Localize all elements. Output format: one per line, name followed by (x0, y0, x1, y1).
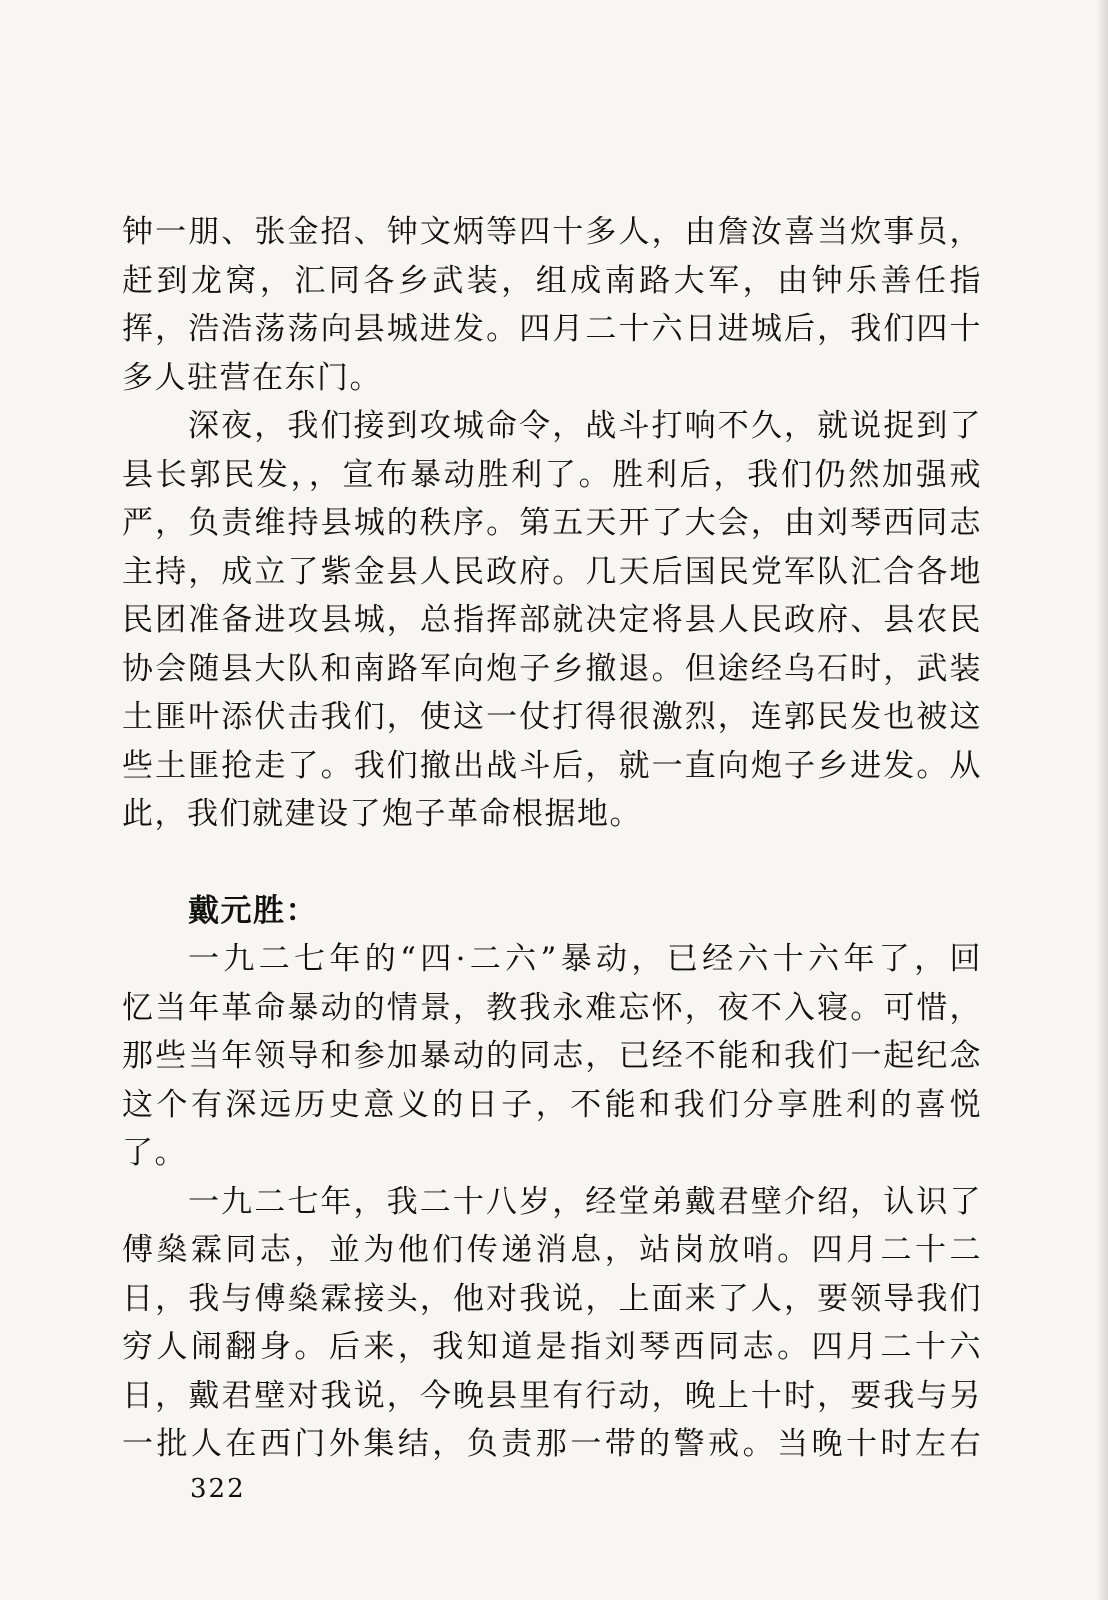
text-line: 忆当年革命暴动的情景，教我永难忘怀，夜不入寝。可惜， (122, 989, 982, 1026)
text-line: 这个有深远历史意义的日子，不能和我们分享胜利的喜悦 (122, 1086, 982, 1123)
text-line: 一九二七年的“四·二六”暴动，已经六十六年了，回 (188, 941, 982, 977)
text-line: 穷人闹翻身。后来，我知道是指刘琴西同志。四月二十六 (122, 1329, 982, 1365)
text-line: 县长郭民发，，宣布暴动胜利了。胜利后，我们仍然加强戒 (122, 456, 982, 493)
text-line: 了。 (122, 1135, 187, 1171)
text-line: 一批人在西门外集结，负责那一带的警戒。当晚十时左右 (122, 1426, 982, 1462)
page-edge-shadow (1096, 0, 1108, 1600)
text-line: 傅燊霖同志，並为他们传递消息，站岗放哨。四月二十二 (122, 1232, 982, 1268)
text-line: 日，我与傅燊霖接头，他对我说，上面来了人，要领导我们 (122, 1280, 982, 1317)
text-line: 赶到龙窝，汇同各乡武装，组成南路大军，由钟乐善任指 (122, 262, 982, 299)
section-gap (122, 839, 982, 887)
text-line: 钟一朋、张金招、钟文炳等四十多人，由詹汝喜当炊事员， (122, 214, 982, 250)
text-line: 民团准备进攻县城，总指挥部就决定将县人民政府、县农民 (122, 602, 982, 638)
text-line: 多人驻营在东门。 (122, 359, 382, 396)
text-line: 深夜，我们接到攻城命令，战斗打响不久，就说捉到了 (188, 408, 982, 444)
text-line: 协会随县大队和南路军向炮子乡撤退。但途经乌石时，武装 (122, 650, 982, 687)
text-line: 严，负责维持县城的秩序。第五天开了大会，由刘琴西同志 (122, 505, 982, 541)
text-line: 此，我们就建设了炮子革命根据地。 (122, 796, 642, 832)
body-text (122, 208, 982, 1469)
speaker-heading: 戴元胜： (188, 892, 318, 929)
text-line: 些土匪抢走了。我们撤出战斗后，就一直向炮子乡进发。从 (122, 747, 982, 784)
text-line: 日，戴君壁对我说，今晚县里有行动，晚上十时，要我与另 (122, 1377, 982, 1414)
page-number: 322 (190, 1474, 246, 1504)
text-line: 主持，成立了紫金县人民政府。几天后国民党军队汇合各地 (122, 553, 982, 590)
text-line: 一九二七年，我二十八岁，经堂弟戴君壁介绍，认识了 (188, 1183, 982, 1220)
text-line: 那些当年领导和参加暴动的同志，已经不能和我们一起纪念 (122, 1038, 982, 1074)
text-line: 土匪叶添伏击我们，使这一仗打得很激烈，连郭民发也被这 (122, 699, 982, 735)
text-line: 挥，浩浩荡荡向县城进发。四月二十六日进城后，我们四十 (122, 311, 982, 347)
